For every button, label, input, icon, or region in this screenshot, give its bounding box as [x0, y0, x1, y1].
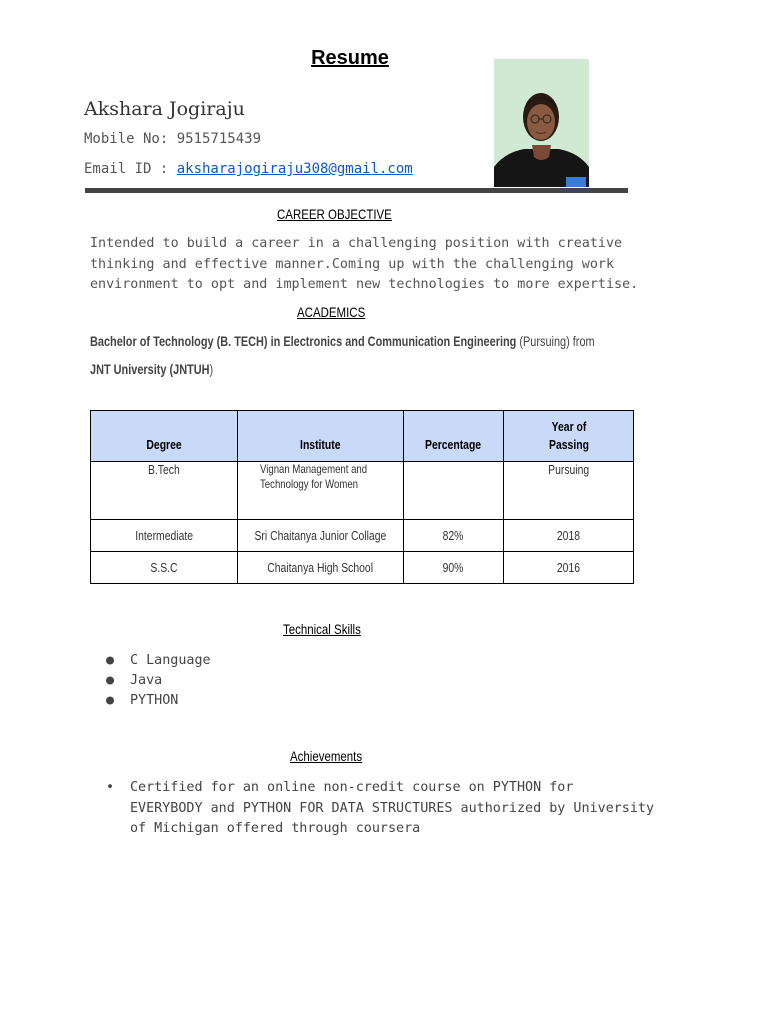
- bullet-icon: ●: [106, 673, 115, 688]
- header-degree: Degree: [91, 411, 238, 462]
- bullet-icon: ●: [106, 693, 115, 708]
- technical-skills-heading: Technical Skills: [283, 621, 361, 637]
- resume-title: Resume: [311, 47, 389, 69]
- cell-degree: B.Tech: [91, 462, 238, 520]
- career-objective-text: Intended to build a career in a challenging position with creative thinking and effective manner.Coming up with the challenging work environment to opt and implement new technologies to more expertise.: [90, 236, 639, 292]
- degree-name: Bachelor of Technology (B. TECH) in Electronics and Communication Engineering: [90, 333, 517, 349]
- table-row: [91, 552, 634, 584]
- person-portrait-icon: [494, 59, 589, 187]
- header-percentage: Percentage: [403, 411, 504, 462]
- academics-university-line: [90, 361, 213, 377]
- career-objective-heading: [277, 206, 392, 222]
- skill-label: Java: [130, 673, 163, 688]
- cell-degree: S.S.C: [91, 552, 238, 584]
- cell-institute: Sri Chaitanya Junior Collage: [237, 520, 403, 552]
- cell-institute: Chaitanya High School: [237, 552, 403, 584]
- table-row: [91, 462, 634, 520]
- cell-institute: Vignan Management and Technology for Women: [237, 462, 403, 520]
- header-institute: Institute: [237, 411, 403, 462]
- achievements-heading: Achievements: [290, 748, 363, 764]
- profile-photo: [494, 59, 589, 187]
- list-item: [106, 671, 211, 691]
- cell-percentage: [403, 462, 504, 520]
- degree-status: (Pursuing) from: [516, 333, 595, 349]
- achievement-text: Certified for an online non-credit course on PYTHON for EVERYBODY and PYTHON FOR DATA STRUCTURES authorized by University of Michigan offered through coursera: [130, 780, 655, 836]
- bullet-icon: •: [106, 780, 115, 795]
- header-year: Year of Passing: [504, 411, 634, 462]
- email-link[interactable]: aksharajogiraju308@gmail.com: [176, 161, 413, 177]
- email-label: Email ID :: [84, 161, 177, 177]
- cell-year: 2016: [504, 552, 634, 584]
- list-item: [106, 651, 211, 671]
- mobile-number: Mobile No: 9515715439: [84, 131, 262, 147]
- skill-label: C Language: [130, 653, 211, 668]
- achievement-item: [106, 778, 696, 840]
- cell-year: Pursuing: [504, 462, 634, 520]
- education-table-header: [91, 411, 634, 462]
- cell-year: 2018: [504, 520, 634, 552]
- education-table: [90, 410, 634, 584]
- header-divider: [85, 188, 628, 193]
- career-heading-word1: CAREER: [277, 206, 325, 222]
- academics-heading: ACADEMICS: [297, 304, 366, 320]
- email-line: [84, 161, 413, 177]
- career-heading-word2: OBJECTIVE: [328, 206, 392, 222]
- table-row: [91, 520, 634, 552]
- skill-label: PYTHON: [130, 693, 179, 708]
- cell-percentage: 82%: [403, 520, 504, 552]
- cell-percentage: 90%: [403, 552, 504, 584]
- candidate-name: Akshara Jogiraju: [84, 98, 245, 120]
- university-name: JNT University (JNTUH: [90, 361, 210, 377]
- list-item: [106, 691, 211, 711]
- university-suffix: ): [209, 361, 214, 377]
- bullet-icon: ●: [106, 653, 115, 668]
- technical-skills-list: [106, 651, 211, 711]
- academics-degree-line: [90, 333, 595, 349]
- cell-degree: Intermediate: [91, 520, 238, 552]
